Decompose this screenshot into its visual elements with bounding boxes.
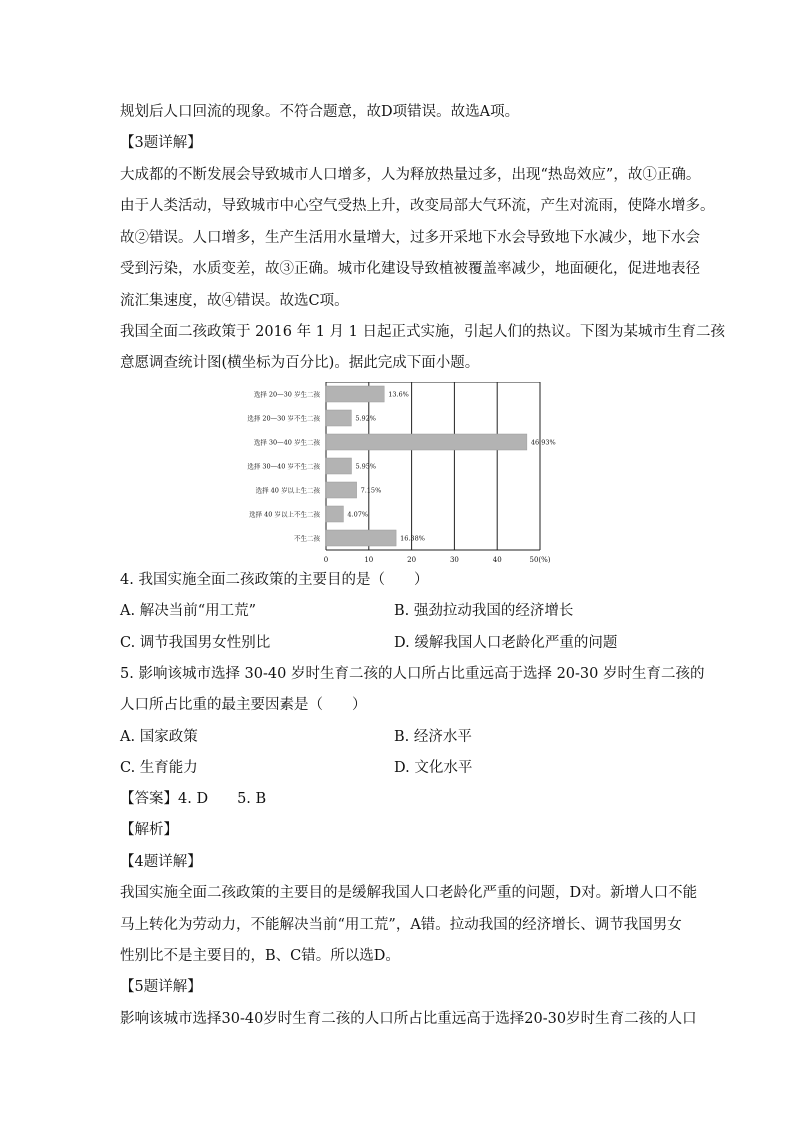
text-line: 流汇集速度，故④错误。故选C项。 — [120, 293, 349, 309]
bar — [326, 530, 396, 546]
x-tick-label: 0 — [323, 556, 329, 564]
bar-chart — [230, 382, 570, 567]
question-4-option-a: A. 解决当前“用工荒” — [120, 603, 257, 619]
text-line: 我国全面二孩政策于 2016 年 1 月 1 日起正式实施，引起人们的热议。下图为某城市生育二孩 — [120, 324, 726, 340]
value-label: 46.93% — [530, 438, 556, 447]
category-label: 不生二孩 — [294, 534, 320, 543]
question-5-option-c: C. 生育能力 — [120, 760, 198, 776]
bar — [326, 434, 527, 450]
category-label: 选择 30—40 岁不生二孩 — [247, 462, 320, 471]
x-tick-label: 30 — [449, 556, 459, 564]
text-line: 我国实施全面二孩政策的主要目的是缓解我国人口老龄化严重的问题，D对。新增人口不能 — [120, 885, 698, 901]
value-label: 4.07% — [347, 510, 369, 519]
bar — [326, 458, 351, 474]
value-label: 5.92% — [355, 414, 376, 423]
category-label: 选择 20—30 岁不生二孩 — [247, 414, 320, 423]
section-heading: 【4题详解】 — [120, 854, 202, 870]
question-5-stem: 人口所占比重的最主要因素是（ ） — [120, 697, 367, 713]
question-5-option-b: B. 经济水平 — [394, 729, 472, 745]
value-label: 7.15% — [360, 486, 382, 495]
value-label: 5.95% — [355, 462, 377, 471]
value-label: 16.38% — [400, 534, 425, 543]
x-tick-label: 20 — [407, 556, 417, 564]
section-heading: 【5题详解】 — [120, 979, 202, 995]
text-line: 故②错误。人口增多，生产生活用水量增大，过多开采地下水会导致地下水减少，地下水会 — [120, 230, 700, 246]
text-line: 意愿调查统计图(横坐标为百分比)。据此完成下面小题。 — [120, 355, 480, 371]
text-line: 由于人类活动，导致城市中心空气受热上升，改变局部大气环流，产生对流雨，使降水增多。 — [120, 198, 715, 214]
x-tick-label: 40 — [492, 556, 502, 564]
category-label: 选择 20—30 岁生二孩 — [253, 390, 320, 399]
question-5-option-a: A. 国家政策 — [120, 729, 198, 745]
question-4-option-c: C. 调节我国男女性别比 — [120, 635, 271, 651]
question-5-stem: 5. 影响该城市选择 30-40 岁时生育二孩的人口所占比重远高于选择 20-30 岁时生育二孩的 — [120, 666, 705, 682]
question-4-option-b: B. 强劲拉动我国的经济增长 — [394, 603, 574, 619]
section-heading: 【解析】 — [120, 822, 178, 838]
bar — [326, 410, 351, 426]
section-heading: 【3题详解】 — [120, 135, 202, 151]
x-tick-label: 10 — [364, 556, 374, 564]
bar — [326, 482, 357, 498]
bar — [326, 386, 384, 402]
x-tick-label: 50(%) — [529, 556, 551, 564]
question-5-option-d: D. 文化水平 — [394, 760, 473, 776]
question-4-option-d: D. 缓解我国人口老龄化严重的问题 — [394, 635, 618, 651]
answer-line: 【答案】4. D 5. B — [120, 791, 267, 807]
text-line: 规划后人口回流的现象。不符合题意，故D项错误。故选A项。 — [120, 104, 520, 120]
text-line: 大成都的不断发展会导致城市人口增多，人为释放热量过多，出现“热岛效应”，故①正确。 — [120, 167, 701, 183]
category-label: 选择 30—40 岁生二孩 — [253, 438, 320, 447]
bar — [326, 506, 343, 522]
text-line: 受到污染，水质变差，故③正确。城市化建设导致植被覆盖率减少，地面硬化，促进地表径 — [120, 261, 700, 277]
text-line: 影响该城市选择30-40岁时生育二孩的人口所占比重远高于选择20-30岁时生育二孩的人口 — [120, 1011, 697, 1027]
text-line: 马上转化为劳动力，不能解决当前“用工荒”，A错。拉动我国的经济增长、调节我国男女 — [120, 917, 682, 933]
category-label: 选择 40 岁以上生二孩 — [255, 486, 320, 495]
text-line: 性别比不是主要目的，B、C错。所以选D。 — [120, 948, 400, 964]
category-label: 选择 40 岁以上不生二孩 — [249, 510, 320, 519]
question-4-stem: 4. 我国实施全面二孩政策的主要目的是（ ） — [120, 572, 429, 588]
value-label: 13.6% — [388, 390, 409, 399]
